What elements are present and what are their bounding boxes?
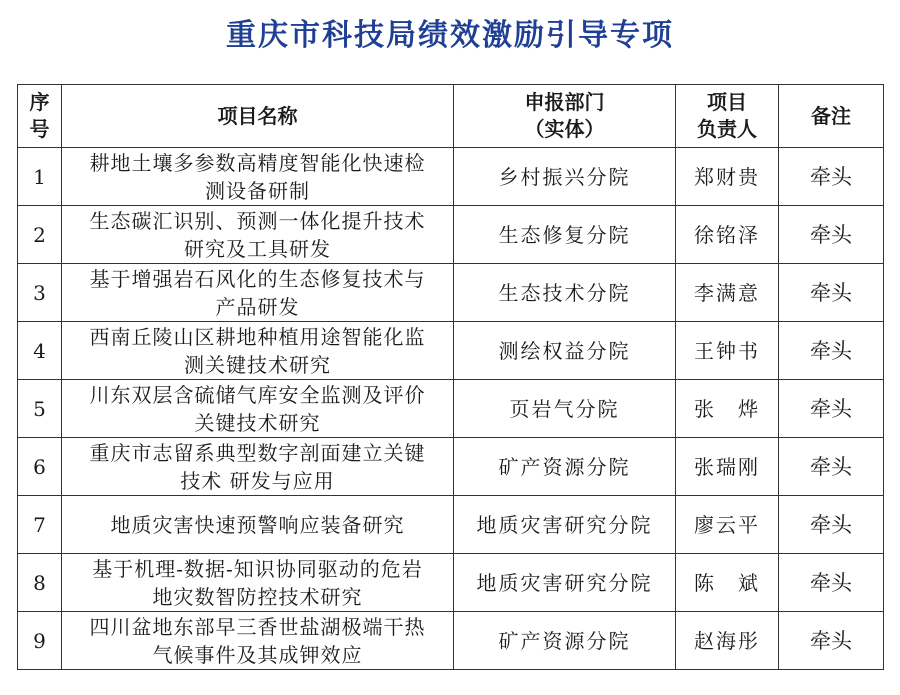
row-note: 牵头 <box>779 554 884 612</box>
header-no-line2: 号 <box>29 117 50 141</box>
row-leader: 张瑞刚 <box>676 438 779 496</box>
table-header-row <box>18 85 884 148</box>
project-name-line1: 基于增强岩石风化的生态修复技术与 <box>89 266 426 291</box>
row-dept: 生态技术分院 <box>454 264 676 322</box>
project-name-line2: 研究及工具研发 <box>184 236 331 261</box>
project-name-line1: 耕地土壤多参数高精度智能化快速检 <box>89 150 426 175</box>
header-leader-line2: 负责人 <box>697 117 757 141</box>
header-dept <box>454 85 676 148</box>
row-note: 牵头 <box>779 148 884 206</box>
row-leader: 陈 斌 <box>676 554 779 612</box>
row-leader: 赵海彤 <box>676 612 779 670</box>
row-note: 牵头 <box>779 380 884 438</box>
row-project-name <box>62 612 454 670</box>
project-name-line1: 西南丘陵山区耕地种植用途智能化监 <box>89 324 426 349</box>
row-leader: 郑财贵 <box>676 148 779 206</box>
header-name <box>62 85 454 148</box>
row-dept: 地质灾害研究分院 <box>454 496 676 554</box>
project-name-line2: 产品研发 <box>215 294 300 319</box>
row-project-name <box>62 206 454 264</box>
project-name-line2: 测关键技术研究 <box>184 352 331 377</box>
row-leader: 廖云平 <box>676 496 779 554</box>
project-name-line1: 地质灾害快速预警响应装备研究 <box>110 512 405 537</box>
table-row <box>18 554 884 612</box>
table-row <box>18 438 884 496</box>
project-name-line2: 气候事件及其成钾效应 <box>152 642 363 667</box>
row-leader: 李满意 <box>676 264 779 322</box>
table-row <box>18 612 884 670</box>
project-name-line1: 生态碳汇识别、预测一体化提升技术 <box>89 208 426 233</box>
row-note: 牵头 <box>779 612 884 670</box>
row-dept: 地质灾害研究分院 <box>454 554 676 612</box>
header-dept-line1: 申报部门 <box>524 90 605 114</box>
row-note: 牵头 <box>779 322 884 380</box>
row-dept: 页岩气分院 <box>454 380 676 438</box>
row-no: 4 <box>18 322 62 380</box>
table-row <box>18 380 884 438</box>
header-note <box>779 85 884 148</box>
header-no <box>18 85 62 148</box>
table-row <box>18 206 884 264</box>
project-name-line1: 重庆市志留系典型数字剖面建立关键 <box>89 440 426 465</box>
header-dept-line2: （实体） <box>524 117 605 141</box>
row-dept: 生态修复分院 <box>454 206 676 264</box>
project-name-line2: 技术 研发与应用 <box>180 468 335 493</box>
row-leader: 张 烨 <box>676 380 779 438</box>
project-name-line2: 测设备研制 <box>205 178 310 203</box>
header-note-label: 备注 <box>811 103 851 128</box>
row-project-name <box>62 438 454 496</box>
header-leader-line1: 项目 <box>707 90 747 114</box>
table-row <box>18 148 884 206</box>
row-no: 3 <box>18 264 62 322</box>
project-name-line2: 关键技术研究 <box>194 410 321 435</box>
table-row <box>18 264 884 322</box>
project-name-line1: 基于机理-数据-知识协同驱动的危岩 <box>92 556 423 581</box>
row-leader: 王钟书 <box>676 322 779 380</box>
header-leader <box>676 85 779 148</box>
table-row <box>18 322 884 380</box>
row-no: 1 <box>18 148 62 206</box>
row-project-name <box>62 148 454 206</box>
row-dept: 乡村振兴分院 <box>454 148 676 206</box>
row-no: 7 <box>18 496 62 554</box>
row-dept: 矿产资源分院 <box>454 612 676 670</box>
table-row <box>18 496 884 554</box>
row-no: 6 <box>18 438 62 496</box>
row-leader: 徐铭泽 <box>676 206 779 264</box>
project-name-line1: 四川盆地东部早三香世盐湖极端干热 <box>89 614 426 639</box>
row-no: 5 <box>18 380 62 438</box>
row-project-name <box>62 554 454 612</box>
row-dept: 矿产资源分院 <box>454 438 676 496</box>
header-no-line1: 序 <box>29 90 50 114</box>
page-title: 重庆市科技局绩效激励引导专项 <box>226 18 674 53</box>
row-no: 9 <box>18 612 62 670</box>
project-table <box>17 84 884 670</box>
row-project-name <box>62 380 454 438</box>
row-note: 牵头 <box>779 206 884 264</box>
row-no: 8 <box>18 554 62 612</box>
row-no: 2 <box>18 206 62 264</box>
project-name-line2: 地灾数智防控技术研究 <box>152 584 363 609</box>
row-note: 牵头 <box>779 264 884 322</box>
header-name-label: 项目名称 <box>217 103 298 128</box>
row-project-name <box>62 264 454 322</box>
row-note: 牵头 <box>779 496 884 554</box>
row-project-name <box>62 496 454 554</box>
row-dept: 测绘权益分院 <box>454 322 676 380</box>
project-name-line1: 川东双层含硫储气库安全监测及评价 <box>89 382 426 407</box>
row-project-name <box>62 322 454 380</box>
row-note: 牵头 <box>779 438 884 496</box>
